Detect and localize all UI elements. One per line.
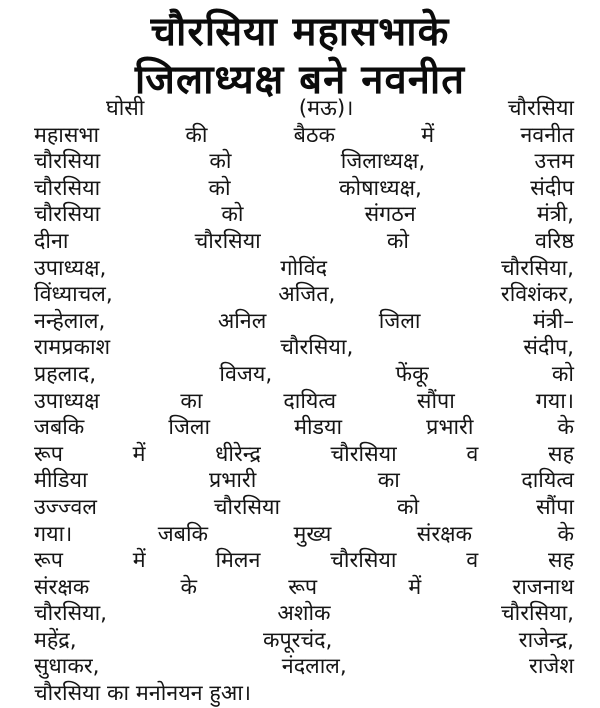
- body-line: उपाध्यक्ष, गोविंद चौरसिया,: [34, 255, 574, 281]
- body-line: उज्ज्वल चौरसिया को सौंपा: [34, 494, 574, 520]
- body-line: जबकि जिला मीडया प्रभारी के: [34, 415, 574, 441]
- body-line: नन्हेलाल, अनिल जिला मंत्री–: [34, 308, 574, 334]
- headline-line: चौरसिया महासभाके: [150, 9, 450, 55]
- body-line: चौरसिया को संगठन मंत्री,: [34, 202, 574, 228]
- body-line: चौरसिया को जिलाध्यक्ष, उत्तम: [34, 149, 574, 175]
- body-line: सुधाकर, नंदलाल, राजेश: [34, 654, 574, 680]
- body-line: चौरसिया का मनोनयन हुआ।: [34, 681, 251, 707]
- body-line: रामप्रकाश चौरसिया, संदीप,: [34, 335, 574, 361]
- article-headline: [0, 0, 600, 104]
- body-line: घोसी (मऊ)। चौरसिया: [106, 96, 574, 121]
- body-line: विंध्याचल, अजित, रविशंकर,: [34, 282, 574, 308]
- body-line: दीना चौरसिया को वरिष्ठ: [34, 228, 574, 254]
- headline-line: जिलाध्यक्ष बने नवनीत: [134, 57, 466, 103]
- body-line: महासभा की बैठक में नवनीत: [34, 122, 574, 148]
- body-line: रूप में धीरेन्द्र चौरसिया व सह: [34, 441, 574, 467]
- body-line: उपाध्यक्ष का दायित्व सौंपा गया।: [34, 388, 574, 414]
- body-line: गया। जबकि मुख्य संरक्षक के: [34, 521, 574, 547]
- body-line: चौरसिया, अशोक चौरसिया,: [34, 601, 574, 627]
- article-body: [34, 96, 574, 708]
- body-line: संरक्षक के रूप में राजनाथ: [34, 574, 574, 600]
- body-line: रूप में मिलन चौरसिया व सह: [34, 548, 574, 574]
- body-line: महेंद्र, कपूरचंद, राजेन्द्र,: [34, 627, 574, 653]
- body-line: प्रहलाद, विजय, फेंकू को: [34, 361, 574, 387]
- body-line: चौरसिया को कोषाध्यक्ष, संदीप: [34, 175, 574, 201]
- body-line: मीडिया प्रभारी का दायित्व: [34, 468, 574, 494]
